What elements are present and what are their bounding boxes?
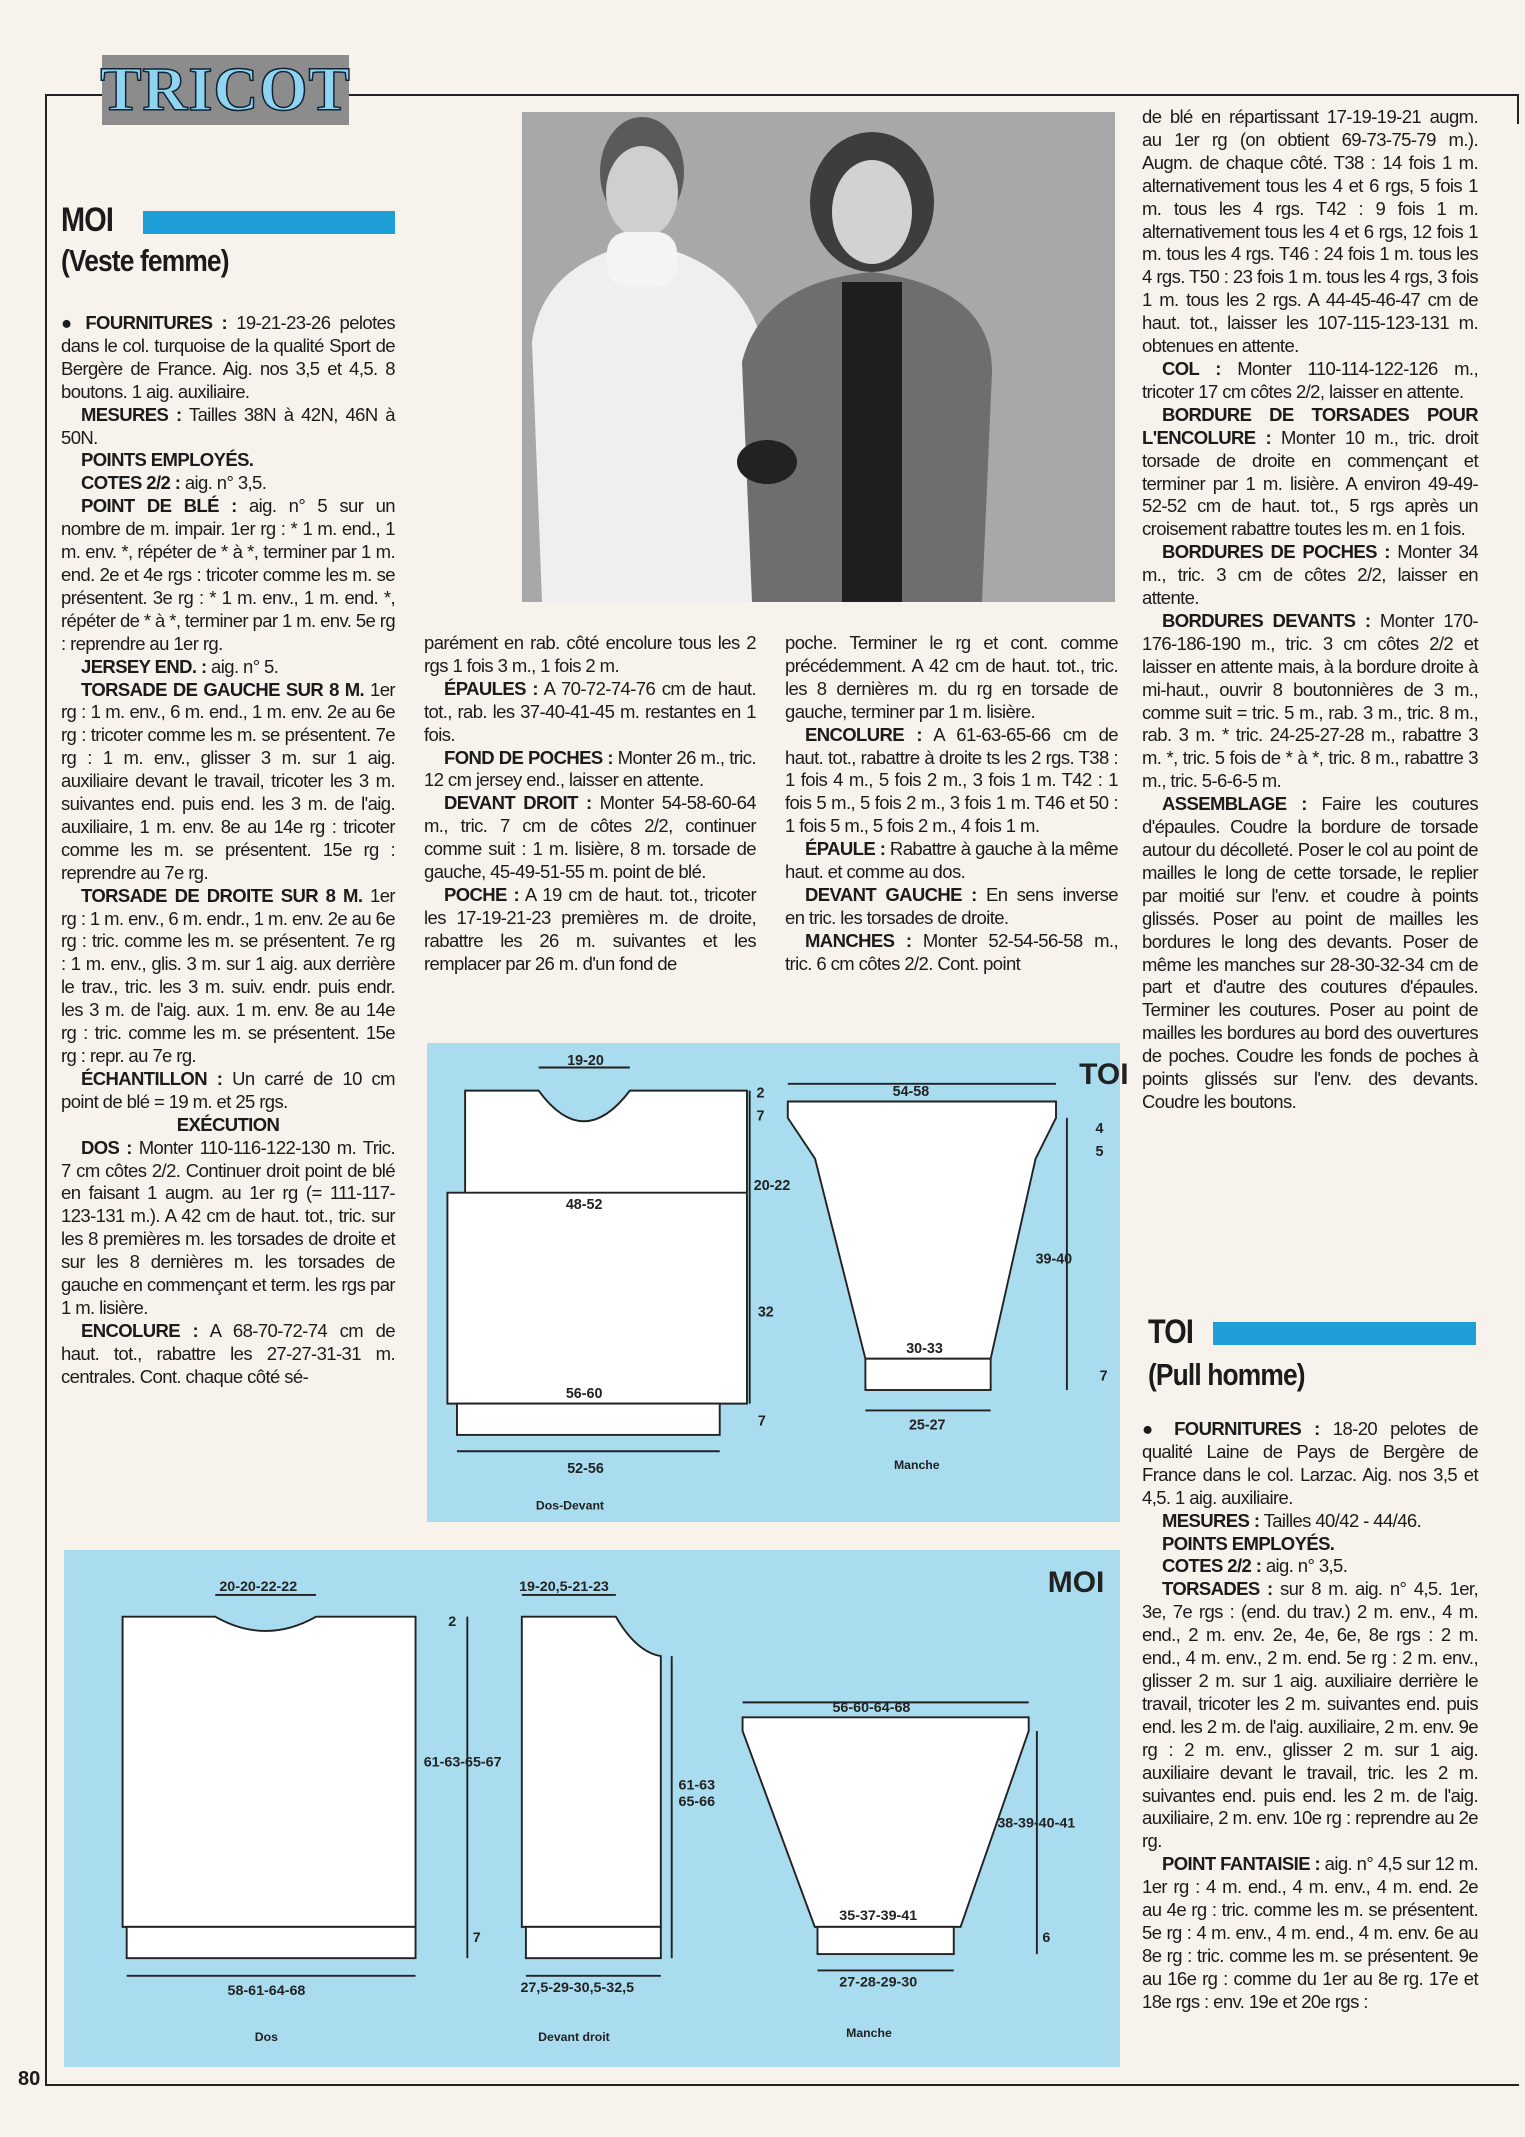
paragraph-text: de blé en répartissant 17-19-19-21 augm. au 1er rg (on obtient 69-73-75-79 m.). Augm. de chaque côté. T38 : 14 fois 1 m. alternativement tous les 4 et 6 rgs, 5 fois 1 m. tous les 4 rgs. T42 : 9 fois 1 m. alternativement tous les 4 et 6 rgs, 12 fois 1 m. tous les 4 rgs. T46 : 24 fois 1 m. tous les 4 rgs. T50 : 23 fois 1 m. tous les 4 rgs, 3 fois 1 m. tous les 2 rgs. A 44-45-46-47 cm de haut. tot., laisser les 107-115-123-131 m. obtenues en attente. bbox=[1142, 106, 1478, 357]
paragraph-text: 18-20 pelotes de qualité Laine de Pays de Bergère de France dans le col. Larzac. Aig. nos 3,5 et 4,5. 1 aig. auxiliaire. bbox=[1142, 1418, 1478, 1508]
label: 20-20-22-22 bbox=[219, 1578, 298, 1595]
paragraph-text: Monter 26 m., tric. 12 cm jersey end., laisser en attente. bbox=[424, 746, 756, 791]
paragraph-heading: MANCHES : bbox=[805, 929, 912, 951]
text-column-3 bbox=[785, 632, 1118, 976]
paragraph-text: aig. n° 5. bbox=[206, 655, 279, 677]
diagram-shape bbox=[532, 242, 772, 602]
paragraph bbox=[1142, 1533, 1478, 1556]
label: 30-33 bbox=[906, 1341, 943, 1358]
label: 61-63-65-67 bbox=[423, 1754, 502, 1771]
paragraph bbox=[61, 404, 395, 450]
paragraph-heading: EXÉCUTION bbox=[176, 1113, 280, 1135]
paragraph-heading: ÉPAULE : bbox=[805, 838, 886, 860]
label: 35-37-39-41 bbox=[839, 1908, 918, 1925]
paragraph-text: A 70-72-74-76 cm de haut. tot., rab. les 37-40-41-45 m. restantes en 1 fois. bbox=[424, 677, 757, 745]
paragraph-heading: ÉCHANTILLON : bbox=[81, 1067, 223, 1089]
paragraph bbox=[785, 632, 1118, 724]
paragraph bbox=[61, 1137, 395, 1320]
paragraph-text: 1er rg : 1 m. env., 6 m. endr., 1 m. env. 2e au 6e rg : tric. comme les m. se présentent. 7e rg : 1 m. env., glis. 3 m. sur 1 aig. aux derrière le trav., tric. les 3 m. suiv. endr. puis endr. les 3 m. de l'aig. aux. 1 m. env. 8e au 14e rg : tric. comme les m. se présentent. 15e rg : repr. au 7e rg. bbox=[61, 884, 395, 1066]
paragraph-heading: ÉPAULES : bbox=[444, 677, 538, 699]
label: 27-28-29-30 bbox=[839, 1974, 918, 1991]
paragraph-heading: DEVANT GAUCHE : bbox=[805, 883, 977, 905]
paragraph bbox=[424, 792, 756, 884]
paragraph-text: Tailles 40/42 - 44/46. bbox=[1259, 1509, 1422, 1531]
text-column-4 bbox=[1142, 106, 1478, 1114]
paragraph-text: sur 8 m. aig. n° 4,5. 1er, 3e, 7e rgs : (end. du trav.) 2 m. env., 4 m. end., 2 m. env. 2e, 4e, 6e, 8e rgs : 2 m. end., 4 m. env., 2 m. end. 5e rg : 2 m. env., glisser 2 m. sur 1 aig. auxiliaire derrière le travail, tricoter les 2 m. suivantes end. puis end. les 2 m. de l'aig. auxiliaire, 2 m. env. 9e rg : 2 m. env., glisser 2 m. sur 1 aig. auxiliaire devant le travail, tric. les 2 m. suivantes end. puis end. les 2 m. de l'aig. auxiliaire, 2 m. env. 10e rg : reprendre au 2e rg. bbox=[1142, 1578, 1478, 1852]
paragraph-heading: DEVANT DROIT : bbox=[444, 792, 592, 814]
label: 7 bbox=[472, 1929, 481, 1946]
paragraph-text: En sens inverse en tric. les torsades de droite. bbox=[785, 883, 1119, 928]
paragraph-heading: TORSADES : bbox=[1162, 1578, 1273, 1600]
diagram-shape bbox=[607, 232, 677, 287]
label: 7 bbox=[757, 1413, 766, 1430]
caption: Devant droit bbox=[538, 2030, 610, 2045]
paragraph-text: parément en rab. côté encolure tous les 2 rgs 1 fois 3 m., 1 fois 2 m. bbox=[424, 632, 756, 676]
paragraph-text: Faire les coutures d'épaules. Coudre la bordure de torsade autour du décolleté. Poser le col au point de mailles le long de cette torsade, le replier par moitié sur l'env. et coudre à points glissés. Poser au point de mailles les bordures le long des devants. Poser de même les manches sur 28-30-32-34 cm de part et d'autre des coutures d'épaules. Terminer les coutures. Poser au point de mailles les bordures au bord des ouvertures de poches. Coudre les fonds de poches à points glissés sur l'env. des devants. Coudre les boutons. bbox=[1142, 793, 1479, 1112]
paragraph-heading: POINT DE BLÉ : bbox=[81, 495, 237, 517]
paragraph bbox=[1142, 358, 1478, 404]
toi-subtitle: (Pull homme) bbox=[1148, 1357, 1305, 1392]
paragraph-heading: POINT FANTAISIE : bbox=[1162, 1853, 1321, 1875]
bottom-rule bbox=[45, 2084, 1519, 2086]
label: 56-60 bbox=[565, 1386, 603, 1403]
paragraph bbox=[61, 449, 395, 472]
moi-title: MOI bbox=[61, 201, 114, 239]
paragraph-heading: ENCOLURE : bbox=[81, 1319, 199, 1341]
paragraph-heading: ASSEMBLAGE : bbox=[1162, 793, 1307, 815]
paragraph bbox=[424, 678, 756, 747]
caption: Manche bbox=[846, 2026, 892, 2041]
paragraph-text: Monter 170-176-186-190 m., tric. 3 cm côtes 2/2 et laisser en attente mais, à la bordure droite à mi-haut., ouvrir 8 boutonnières de 3 m., comme suit = tric. 5 m., rab. 3 m., tric. 8 m., rab. 3 m. * tric. 24-25-27-28 m., rabattre 3 m. *, tric. 5 fois de * à *, tric. 8 m., rabattre 3 m., tric. 5-6-6-5 m. bbox=[1142, 609, 1478, 792]
label: 27,5-29-30,5-32,5 bbox=[520, 1980, 635, 1997]
label: 38-39-40-41 bbox=[997, 1815, 1076, 1832]
paragraph-heading: COTES 2/2 : bbox=[81, 472, 181, 494]
paragraph-text: poche. Terminer le rg et cont. comme précédemment. A 42 cm de haut. tot., tric. les 8 dernières m. du rg en torsade de gauche, terminer par 1 m. lisière. bbox=[785, 632, 1118, 722]
toi-title-bar bbox=[1213, 1322, 1476, 1345]
paragraph-heading: BORDURES DE POCHES : bbox=[1162, 541, 1390, 563]
paragraph-heading: FOND DE POCHES : bbox=[444, 746, 613, 768]
diagram-shape bbox=[842, 282, 902, 602]
paragraph-text: Monter 10 m., tric. droit torsade de droite en commençant et terminer par 1 m. lisière. A environ 49-49-52-52 cm de haut. tot., 5 rgs après un croisement rabattre toutes les m. en 1 fois. bbox=[1142, 426, 1478, 540]
moi-manche-rib bbox=[818, 1927, 954, 1954]
toi-dos-devant-rib bbox=[457, 1404, 720, 1435]
label: 4 bbox=[1095, 1120, 1104, 1137]
toi-diagram-title: TOI bbox=[1079, 1057, 1129, 1091]
paragraph-text: Monter 110-116-122-130 m. Tric. 7 cm côtes 2/2. Continuer droit point de blé en faisant 1 augm. au 1er rg (= 111-117-123-131 m.). A 42 cm de haut. tot., tric. sur les 8 premières m. les torsades de droite et sur les 8 dernières m. les torsades de gauche en commençant et term. les rgs par 1 m. lisière. bbox=[61, 1136, 396, 1318]
paragraph bbox=[61, 1320, 395, 1389]
paragraph bbox=[424, 884, 756, 976]
paragraph bbox=[1142, 1418, 1478, 1510]
paragraph-text: Tailles 38N à 42N, 46N à 50N. bbox=[61, 403, 395, 448]
paragraph-text: aig. n° 5 sur un nombre de m. impair. 1er rg : * 1 m. end., 1 m. env. *, répéter de * à *, terminer par 1 m. end. 2e et 4e rgs : tricoter comme les m. se présentent. 3e rg : * 1 m. env., 1 m. end. *, répéter de * à *, terminer par 1 m. env. 5e rg : reprendre au 1er rg. bbox=[61, 495, 396, 654]
paragraph bbox=[1142, 1853, 1478, 2013]
paragraph bbox=[1142, 1510, 1478, 1533]
paragraph-heading: COL : bbox=[1162, 357, 1221, 379]
paragraph-text: Un carré de 10 cm point de blé = 19 m. et 25 rgs. bbox=[61, 1067, 395, 1112]
paragraph bbox=[1142, 106, 1478, 358]
moi-dos-rib bbox=[127, 1927, 416, 1958]
text-column-5 bbox=[1142, 1418, 1478, 2014]
paragraph-text: 1er rg : 1 m. env., 6 m. end., 1 m. env. 2e au 6e rg : tricoter comme les m. se présentent. 7e rg : 1 m. env., glisser 3 m. sur 1 aig. auxiliaire devant le travail, tricoter les 3 m. suivantes end. puis end. les 3 m. de l'aig. auxiliaire, 1 m. env. 8e au 14e rg : tricoter comme les m. se présentent. 15e rg : reprendre au 7e rg. bbox=[61, 678, 395, 883]
paragraph bbox=[61, 472, 395, 495]
paragraph bbox=[61, 885, 395, 1068]
moi-dos-shape bbox=[123, 1617, 416, 1927]
label: 20-22 bbox=[753, 1177, 791, 1194]
rubric-text: TRICOT bbox=[100, 56, 351, 124]
paragraph bbox=[61, 1114, 395, 1137]
paragraph bbox=[1142, 610, 1478, 793]
label: 58-61-64-68 bbox=[227, 1982, 306, 1999]
paragraph bbox=[61, 679, 395, 885]
moi-devant-shape bbox=[522, 1617, 661, 1927]
paragraph-text: A 68-70-72-74 cm de haut. tot., rabattre les 27-27-31-31 m. centrales. Cont. chaque côté sé- bbox=[61, 1319, 395, 1387]
paragraph bbox=[1142, 793, 1478, 1114]
paragraph bbox=[1142, 404, 1478, 541]
paragraph bbox=[785, 724, 1118, 839]
page-number: 80 bbox=[18, 2068, 41, 2090]
paragraph-text: 19-21-23-26 pelotes dans le col. turquoise de la qualité Sport de Bergère de France. Aig. nos 3,5 et 4,5. 8 boutons. 1 aig. auxiliaire. bbox=[61, 312, 395, 402]
label: 19-20 bbox=[567, 1052, 604, 1069]
paragraph-heading: ● FOURNITURES : bbox=[61, 312, 228, 333]
paragraph-heading: POCHE : bbox=[444, 883, 520, 905]
toi-manche-rib bbox=[865, 1359, 990, 1390]
label: 61-63 bbox=[678, 1777, 716, 1794]
paragraph bbox=[785, 884, 1118, 930]
paragraph-heading: TORSADE DE GAUCHE SUR 8 M. bbox=[81, 678, 365, 700]
toi-manche-shape bbox=[788, 1102, 1056, 1359]
paragraph-heading: MESURES : bbox=[81, 403, 182, 425]
paragraph bbox=[61, 495, 395, 655]
label: 2 bbox=[448, 1614, 457, 1631]
label: 39-40 bbox=[1035, 1251, 1073, 1268]
paragraph bbox=[61, 312, 395, 404]
paragraph-text: aig. n° 3,5. bbox=[180, 472, 267, 494]
paragraph-text: Rabattre à gauche à la même haut. et comme au dos. bbox=[785, 838, 1118, 883]
label: 19-20,5-21-23 bbox=[519, 1578, 609, 1595]
paragraph bbox=[785, 838, 1118, 884]
paragraph bbox=[424, 747, 756, 793]
paragraph-text: A 61-63-65-66 cm de haut. tot., rabattre à droite ts les 2 rgs. T38 : 1 fois 4 m., 5 fois 2 m., 3 fois 1 m. T42 : 1 fois 5 m., 5 fois 2 m., 3 fois 1 m. T46 et 50 : 1 fois 5 m., 5 fois 2 m., 4 fois 1 m. bbox=[785, 723, 1118, 837]
label: 48-52 bbox=[565, 1197, 603, 1214]
paragraph-heading: BORDURE DE TORSADES POUR L'ENCOLURE : bbox=[1142, 403, 1478, 448]
paragraph bbox=[61, 1068, 395, 1114]
text-column-1 bbox=[61, 312, 395, 1389]
label: 7 bbox=[756, 1108, 765, 1125]
label: 65-66 bbox=[678, 1793, 716, 1810]
paragraph bbox=[424, 632, 756, 678]
paragraph-heading: POINTS EMPLOYÉS. bbox=[81, 449, 254, 471]
paragraph-text: Monter 54-58-60-64 m., tric. 7 cm de côtes 2/2, continuer comme suit : 1 m. lisière, 8 m. torsade de gauche, 45-49-51-55 m. point de blé. bbox=[424, 792, 756, 883]
label: 32 bbox=[757, 1304, 774, 1321]
paragraph-heading: POINTS EMPLOYÉS. bbox=[1162, 1532, 1335, 1554]
paragraph bbox=[785, 930, 1118, 976]
paragraph bbox=[61, 656, 395, 679]
label: 56-60-64-68 bbox=[832, 1699, 911, 1716]
label: 6 bbox=[1042, 1929, 1051, 1946]
paragraph-heading: ENCOLURE : bbox=[805, 723, 922, 745]
paragraph-text: Monter 52-54-56-58 m., tric. 6 cm côtes 2/2. Cont. point bbox=[785, 929, 1118, 974]
paragraph-heading: MESURES : bbox=[1162, 1509, 1260, 1531]
text-column-2 bbox=[424, 632, 756, 976]
diagram-moi bbox=[64, 1550, 1120, 2067]
diagram-toi bbox=[427, 1043, 1129, 1522]
paragraph bbox=[1142, 541, 1478, 610]
moi-devant-rib bbox=[526, 1927, 661, 1958]
paragraph-heading: COTES 2/2 : bbox=[1162, 1555, 1262, 1577]
rubric-label bbox=[102, 55, 349, 125]
caption: Dos bbox=[254, 2030, 278, 2045]
paragraph-text: Monter 110-114-122-126 m., tricoter 17 cm côtes 2/2, laisser en attente. bbox=[1142, 357, 1478, 402]
paragraph-heading: ● FOURNITURES : bbox=[1142, 1418, 1320, 1439]
left-rule bbox=[45, 94, 47, 2086]
moi-title-bar bbox=[143, 211, 395, 234]
paragraph bbox=[1142, 1555, 1478, 1578]
caption: Manche bbox=[893, 1457, 940, 1472]
toi-dos-devant-shape bbox=[447, 1091, 747, 1404]
photo-couple bbox=[522, 112, 1115, 602]
label: 7 bbox=[1099, 1368, 1108, 1385]
paragraph-heading: DOS : bbox=[81, 1136, 132, 1158]
paragraph-text: aig. n° 4,5 sur 12 m. 1er rg : 4 m. end., 4 m. env., 4 m. end. 2e au 4e rg : tric. comme les m. se présentent. 5e rg : 4 m. env., 4 m. end., 4 m. env. 6e au 8e rg : tric. comme les m. se présentent. 9e au 16e rg : comme du 1er au 8e rg. 17e et 18e rgs : env. 19e et 20e rgs : bbox=[1142, 1853, 1478, 2012]
label: 54-58 bbox=[892, 1084, 930, 1101]
paragraph-text: Monter 34 m., tric. 3 cm de côtes 2/2, laisser en attente. bbox=[1142, 541, 1479, 609]
toi-title: TOI bbox=[1148, 1313, 1194, 1351]
label: 2 bbox=[756, 1085, 765, 1102]
paragraph bbox=[1142, 1578, 1478, 1853]
paragraph-heading: JERSEY END. : bbox=[81, 655, 207, 677]
caption: Dos-Devant bbox=[535, 1498, 605, 1513]
paragraph-heading: BORDURES DEVANTS : bbox=[1162, 609, 1371, 631]
right-rule bbox=[1517, 94, 1519, 124]
moi-diagram-title: MOI bbox=[1047, 1566, 1105, 1600]
moi-subtitle: (Veste femme) bbox=[61, 243, 229, 278]
label: 52-56 bbox=[567, 1461, 604, 1478]
paragraph-text: aig. n° 3,5. bbox=[1261, 1555, 1348, 1577]
paragraph-text: A 19 cm de haut. tot., tricoter les 17-19-21-23 premières m. de droite, rabattre les 26 m. suivantes et les remplacer par 26 m. d'un fond de bbox=[424, 883, 756, 974]
label: 25-27 bbox=[908, 1417, 946, 1434]
moi-manche-shape bbox=[743, 1717, 1029, 1927]
label: 5 bbox=[1095, 1143, 1104, 1160]
paragraph-heading: TORSADE DE DROITE SUR 8 M. bbox=[81, 884, 363, 906]
